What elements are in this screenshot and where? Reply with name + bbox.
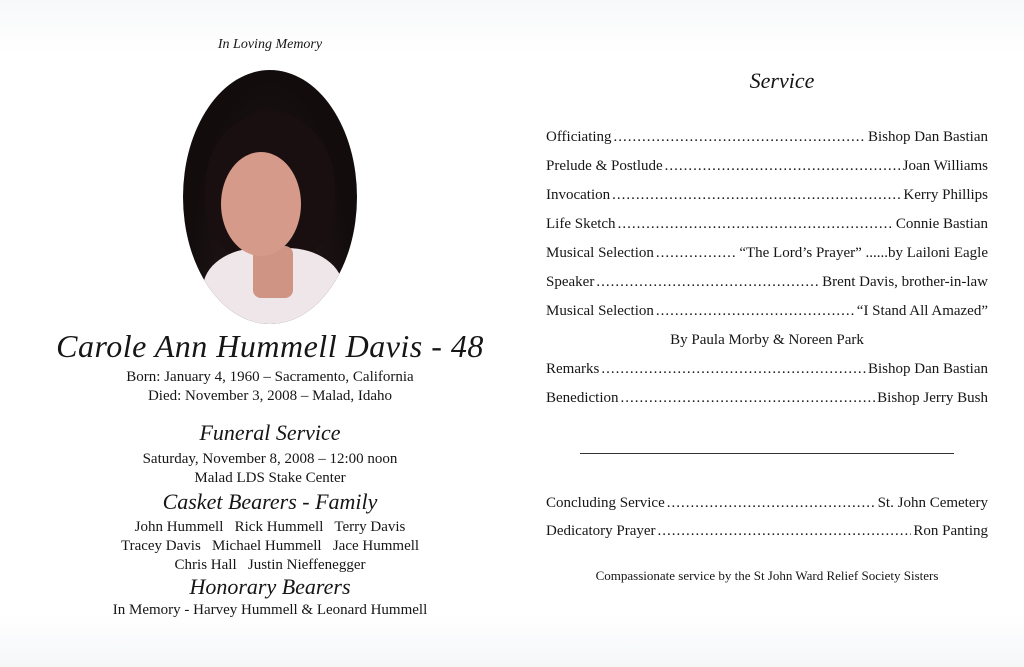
funeral-date: Saturday, November 8, 2008 – 12:00 noon: [142, 451, 398, 467]
casket-bearers-heading: Casket Bearers - Family: [162, 489, 378, 514]
service-row: Speaker ..... Brent Davis, brother-in-law: [546, 274, 988, 291]
born-line: Born: January 4, 1960 – Sacramento, California: [126, 369, 414, 385]
service-row: Dedicatory Prayer ..... Ron Panting: [546, 523, 988, 540]
casket-bearers-line-3: Chris Hall Justin Nieffenegger: [174, 557, 366, 573]
funeral-place: Malad LDS Stake Center: [194, 470, 346, 486]
divider-line: [580, 453, 954, 454]
portrait-photo: [183, 70, 357, 324]
service-row: Prelude & Postlude ..... Joan Williams: [546, 158, 988, 175]
musical-selection-performers: By Paula Morby & Noreen Park: [670, 332, 864, 348]
deceased-name: Carole Ann Hummell Davis - 48: [56, 328, 484, 364]
casket-bearers-line-1: John Hummell Rick Hummell Terry Davis: [134, 519, 406, 535]
honorary-bearers-heading: Honorary Bearers: [189, 574, 351, 599]
service-heading: Service: [749, 68, 815, 93]
in-loving-memory: In Loving Memory: [217, 37, 323, 52]
service-row: Musical Selection ..... “I Stand All Amazed”: [546, 303, 988, 320]
service-row: Concluding Service ..... St. John Cemetery: [546, 495, 988, 512]
service-row: Musical Selection ..... “The Lord’s Prayer” ......by Lailoni Eagle: [546, 245, 988, 262]
right-panel: [540, 0, 1024, 667]
service-row: Benediction ..... Bishop Jerry Bush: [546, 390, 988, 407]
relief-society-note: Compassionate service by the St John Ward Relief Society Sisters: [595, 568, 939, 583]
funeral-service-heading: Funeral Service: [199, 420, 341, 445]
service-row: Invocation ..... Kerry Phillips: [546, 187, 988, 204]
casket-bearers-line-2: Tracey Davis Michael Hummell Jace Hummell: [120, 538, 420, 554]
service-row: Officiating ..... Bishop Dan Bastian: [546, 129, 988, 146]
died-line: Died: November 3, 2008 – Malad, Idaho: [147, 388, 393, 404]
honorary-bearers-line: In Memory - Harvey Hummell & Leonard Hummell: [112, 602, 428, 618]
service-row: Remarks ..... Bishop Dan Bastian: [546, 361, 988, 378]
service-row: Life Sketch ..... Connie Bastian: [546, 216, 988, 233]
